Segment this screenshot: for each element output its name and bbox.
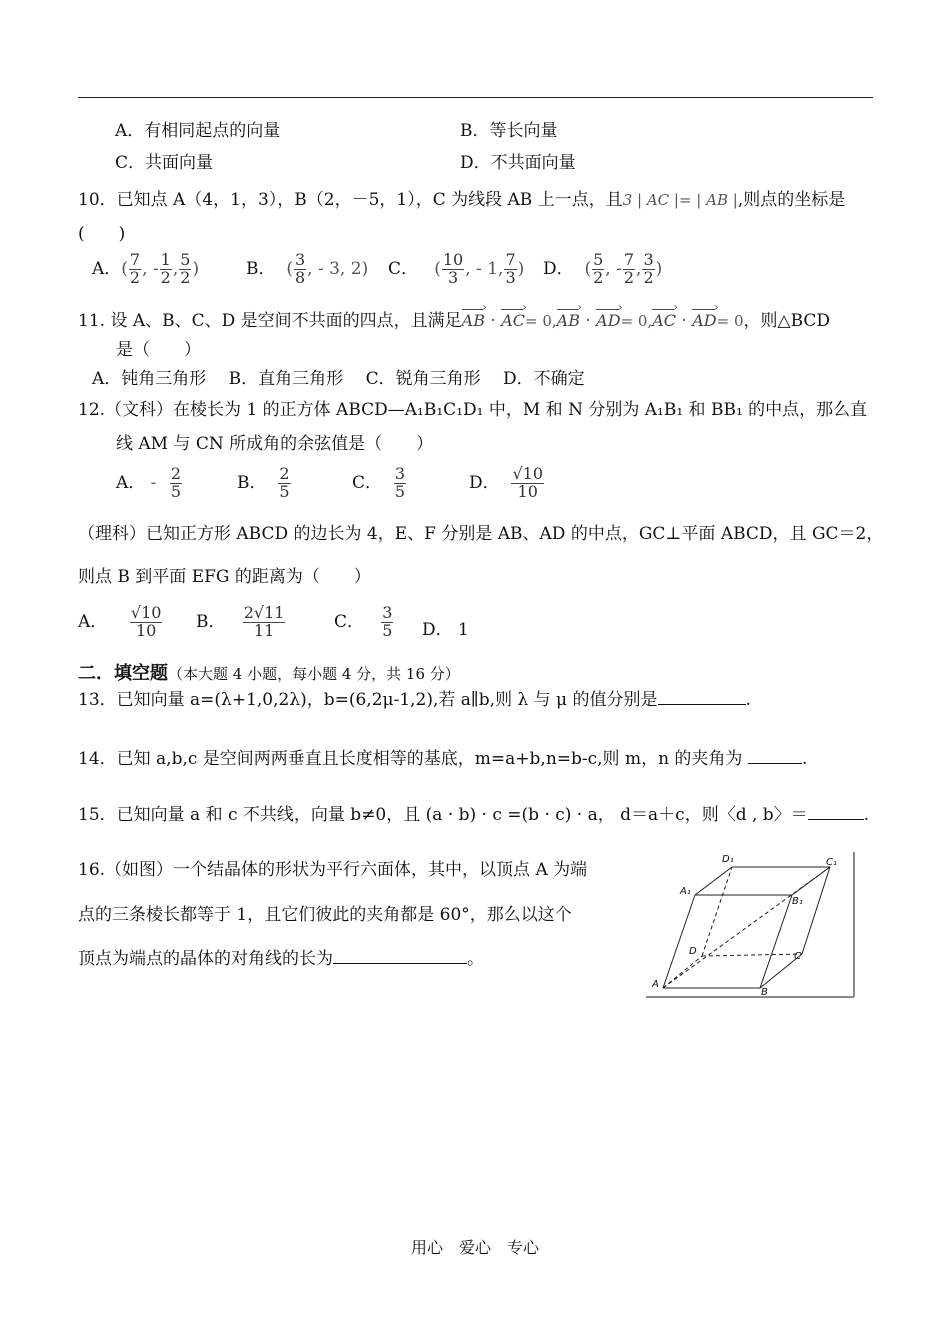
- parallelepiped-figure: [640, 848, 858, 1000]
- question-10: [78, 185, 845, 210]
- q12-option-c: C． $\frac{3}{5}$: [352, 464, 406, 501]
- section-2-heading: 二．填空题（本大题 4 小题，每小题 4 分，共 16 分）: [78, 663, 460, 684]
- q11-options: A．钝角三角形 B．直角三角形 C．锐角三角形 D．不确定: [92, 369, 585, 389]
- q10-stem-end: ,则点的坐标是: [737, 190, 846, 210]
- q12-option-a: A． - $\frac{2}{5}$: [116, 464, 182, 501]
- label-d: D: [689, 946, 697, 957]
- question-16-line1: 16.（如图）一个结晶体的形状为平行六面体，其中，以顶点 A 为端: [78, 860, 588, 880]
- q10-blank: ( ): [78, 224, 126, 244]
- q12-science-line2: 则点 B 到平面 EFG 的距离为（ ）: [78, 567, 371, 587]
- q9-option-b: B．等长向量: [460, 121, 558, 141]
- page-footer: 用心 爱心 专心: [410, 1238, 539, 1257]
- question-15: 15．已知向量 a 和 c 不共线，向量 b≠0，且 (a · b) · c =(b · c) · a， d＝a＋c，则〈d , b〉＝ .: [78, 805, 870, 825]
- q12-science-stem: （理科）已知正方形 ABCD 的边长为 4，E、F 分别是 AB、AD 的中点，GC⊥平面 ABCD，且 GC＝2，: [78, 524, 884, 544]
- q12-science-option-d: D． 1: [422, 620, 469, 640]
- q10-option-c: C． ( $\frac{10}{3}$ , - 1, $\frac{7}{3}$ ): [388, 250, 525, 287]
- label-c1: C₁: [826, 857, 837, 868]
- question-11: 11. 设 A、B、C、D 是空间不共面的四点，且满足AB › · AC ›= 0,AB › · AD ›= 0,AC › · AD ›= 0，则△BCD: [78, 306, 830, 331]
- label-b1: B₁: [792, 896, 803, 907]
- q12-science-option-c: C． $\frac{3}{5}$: [334, 603, 393, 640]
- label-d1: D₁: [722, 854, 734, 865]
- label-a: A: [652, 979, 659, 990]
- q10-condition: 3 | AC |= | AB |: [622, 191, 738, 209]
- edge-aa1: [663, 895, 695, 988]
- q10-option-b: B． ( $\frac{3}{8}$ , - 3, 2): [246, 250, 369, 287]
- label-b: B: [761, 987, 768, 998]
- question-13: 13．已知向量 a=(λ+1,0,2λ)，b=(6,2μ-1,2),若 a∥b,则 λ 与 μ 的值分别是 .: [78, 690, 751, 710]
- question-16-line2: 点的三条棱长都等于 1，且它们彼此的夹角都是 60°，那么以这个: [78, 905, 572, 925]
- edge-dd1: [702, 867, 732, 956]
- edge-cc1: [802, 867, 830, 954]
- question-16-line3: 顶点为端点的晶体的对角线的长为 。: [78, 949, 484, 969]
- edge-a1d1: [695, 867, 732, 895]
- q9-option-d: D．不共面向量: [460, 153, 576, 173]
- q11-blank: 是（ ）: [116, 340, 201, 360]
- q12-line2: 线 AM 与 CN 所成角的余弦值是（ ）: [116, 434, 434, 454]
- q12-option-b: B． $\frac{2}{5}$: [237, 464, 290, 501]
- top-rule: [78, 97, 873, 98]
- q10-stem: 10．已知点 A（4，1，3），B（2，－5，1），C 为线段 AB 上一点，且: [78, 190, 623, 210]
- question-12: 12.（文科）在棱长为 1 的正方体 ABCD—A₁B₁C₁D₁ 中，M 和 N 分别为 A₁B₁ 和 BB₁ 的中点，那么直: [78, 400, 868, 420]
- question-14: 14．已知 a,b,c 是空间两两垂直且长度相等的基底，m=a+b,n=b-c,则 m，n 的夹角为 .: [78, 749, 808, 769]
- label-a1: A₁: [680, 886, 691, 897]
- q12-science-option-a: A． $\frac{√10}{10}$: [78, 603, 162, 640]
- label-c: C: [794, 951, 801, 962]
- q9-option-a: A．有相同起点的向量: [115, 121, 281, 141]
- q10-option-a: A．( $\frac{7}{2}$ , - $\frac{1}{2}$ , $\frac{5}{2}$ ): [92, 250, 200, 287]
- q9-option-c: C．共面向量: [115, 153, 214, 173]
- edge-bb1: [760, 895, 792, 988]
- q12-option-d: D． $\frac{√10}{10}$: [469, 464, 544, 501]
- q12-science-option-b: B． $\frac{2√11}{11}$: [196, 603, 285, 640]
- q10-option-d: D． ( $\frac{5}{2}$ , - $\frac{7}{2}$ , $\frac{3}{2}$ ): [543, 250, 663, 287]
- edge-dc: [702, 954, 802, 956]
